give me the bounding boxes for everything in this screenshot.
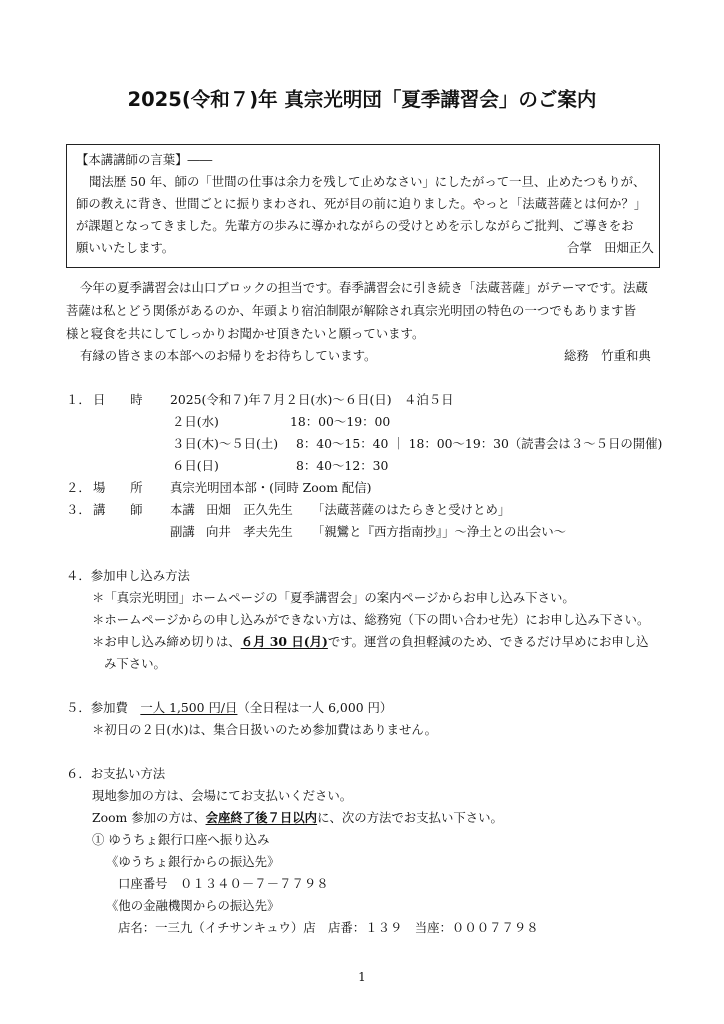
payment-zoom-prefix: Zoom 参加の方は、 — [92, 810, 206, 825]
section-number: １． — [66, 392, 91, 407]
intro-line: 有縁の皆さまの本部へのお帰りをお待ちしています。 — [80, 348, 377, 363]
schedule-time: 8：40～12：30 — [296, 458, 389, 473]
other-bank-account: 店名：一三九（イチサンキュウ）店 店番：１３９ 当座：０００７７９８ — [118, 920, 539, 935]
date-label: 日 時 — [93, 392, 143, 407]
apply-heading: ４．参加申し込み方法 — [66, 568, 190, 583]
yucho-account: 口座番号 ０１３４０－７－７７９８ — [118, 876, 329, 891]
payment-line: 現地参加の方は、会場にてお支払いください。 — [92, 788, 353, 803]
page-number: 1 — [358, 970, 366, 984]
place-label: 場 所 — [93, 480, 143, 495]
page-title: 2025(令和７)年 真宗光明団「夏季講習会」のご案内 — [127, 88, 597, 111]
other-bank-heading: 《他の金融機関からの振込先》 — [106, 898, 280, 913]
lecturer-name: 向井 孝夫先生 — [206, 524, 293, 539]
lecturer-topic: 「法蔵菩薩のはたらきと受けとめ」 — [312, 502, 511, 517]
lecturer-role: 本講 — [170, 502, 195, 517]
apply-line: み下さい。 — [104, 656, 166, 671]
intro-line: 菩薩は私とどう関係があるのか、年頭より宿泊制限が解除され真宗光明団の特色の一つでもあります皆 — [66, 303, 636, 318]
apply-deadline-date: ６月 30 日(月) — [240, 634, 328, 649]
section-number: ２． — [66, 480, 91, 495]
message-heading: 【本講講師の言葉】―― — [76, 152, 213, 167]
apply-deadline-line — [92, 633, 649, 650]
fee-amount: 一人 1,500 円/日 — [140, 700, 238, 715]
section-number: ３． — [66, 502, 91, 517]
payment-zoom-suffix: に、次の方法でお支払い下さい。 — [317, 810, 503, 825]
lecturer-topic: 「親鸞と『西方指南抄』」～浄土との出会い～ — [312, 524, 567, 539]
schedule-time: 8：40～15：40 ｜ 18：00～19：30（読書会は３～５日の開催) — [296, 436, 663, 451]
message-line: 師の教えに背き、世間ごとに振りまわされ、死が目の前に迫りました。やっと「法蔵菩薩とは何か？」 — [76, 196, 647, 211]
payment-zoom-line — [92, 809, 503, 826]
fee-label: ５．参加費 — [66, 700, 141, 715]
message-line: 聞法歴 50 年、師の「世間の仕事は余力を残して止めなさい」にしたがって一旦、止めたつもりが、 — [89, 174, 646, 189]
fee-heading — [66, 699, 392, 716]
lecturer-role: 副講 — [170, 524, 195, 539]
yucho-heading: 《ゆうちょ銀行からの振込先》 — [106, 854, 280, 869]
apply-deadline-suffix: です。運営の負担軽減のため、できるだけ早めにお申し込 — [327, 634, 649, 649]
payment-method: ① ゆうちょ銀行口座へ振り込み — [92, 832, 270, 847]
intro-line: 様と寝食を共にしてしっかりお聞かせ頂きたいと願っています。 — [66, 326, 425, 341]
payment-deadline: 会座終了後７日以内 — [205, 810, 318, 825]
payment-heading: ６．お支払い方法 — [66, 766, 166, 781]
intro-line: 今年の夏季講習会は山口ブロックの担当です。春季講習会に引き続き「法蔵菩薩」がテーマです。法蔵 — [80, 280, 648, 295]
intro-signature: 総務 竹重和典 — [564, 348, 651, 363]
message-line: が課題となってきました。先輩方の歩みに導かれながらの受けとめを示しながらご批判、ご導きをお — [76, 218, 634, 233]
apply-line: ＊「真宗光明団」ホームページの「夏季講習会」の案内ページからお申し込み下さい。 — [92, 590, 575, 605]
place-value: 真宗光明団本部・(同時 Zoom 配信) — [170, 480, 372, 495]
schedule-time: 18：00～19：00 — [290, 414, 391, 429]
apply-deadline-prefix: ＊お申し込み締め切りは、 — [92, 634, 241, 649]
message-signature: 合掌 田畑正久 — [567, 240, 654, 255]
schedule-day: ２日(水) — [172, 414, 219, 429]
lecturers-label: 講 師 — [93, 502, 143, 517]
fee-note: ＊初日の２日(水)は、集合日扱いのため参加費はありません。 — [92, 722, 437, 737]
schedule-day: ６日(日) — [172, 458, 219, 473]
lecturer-name: 田畑 正久先生 — [206, 502, 293, 517]
fee-total: （全日程は一人 6,000 円） — [237, 700, 393, 715]
date-main: 2025(令和７)年７月２日(水)～６日(日) ４泊５日 — [170, 392, 454, 407]
apply-line: ＊ホームページからの申し込みができない方は、総務宛（下の問い合わせ先）にお申し込み下さい。 — [92, 612, 650, 627]
schedule-day: ３日(木)～５日(土) — [172, 436, 279, 451]
message-line: 願いいたします。 — [76, 240, 175, 255]
